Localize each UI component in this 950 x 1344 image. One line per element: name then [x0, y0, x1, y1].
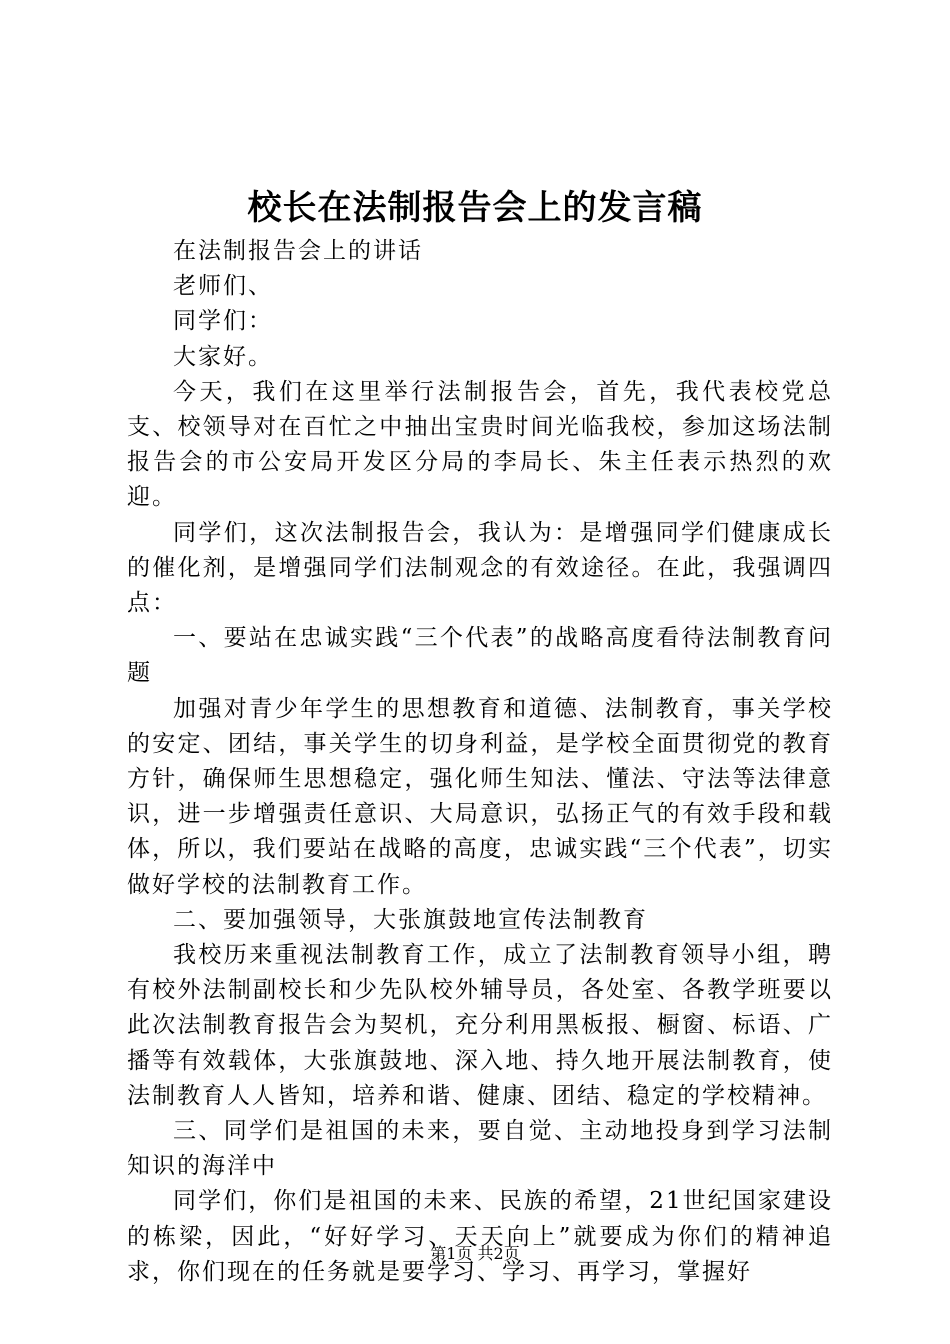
paragraph-point-two-heading: 二、要加强领导，大张旗鼓地宣传法制教育: [173, 906, 648, 933]
paragraph-point-three-heading: 三、同学们是祖国的未来，要自觉、主动地投身到学习法制知识的海洋中: [127, 1118, 833, 1180]
paragraph-point-three-body: 同学们，你们是祖国的未来、民族的希望，21世纪国家建设的栋梁，因此，“好好学习、天天向上”就要成为你们的精神追求，你们现在的任务就是要学习、学习、再学习，掌握好: [127, 1188, 833, 1285]
paragraph-greeting: 大家好。: [173, 343, 273, 370]
paragraph-purpose: 同学们，这次法制报告会，我认为：是增强同学们健康成长的催化剂，是增强同学们法制观念的有效途径。在此，我强调四点：: [127, 519, 833, 617]
paragraph-welcome: 今天，我们在这里举行法制报告会，首先，我代表校党总支、校领导对在百忙之中抽出宝贵时间光临我校，参加这场法制报告会的市公安局开发区分局的李局长、朱主任表示热烈的欢迎。: [127, 378, 833, 511]
paragraph-point-one-heading: 一、要站在忠诚实践“三个代表”的战略高度看待法制教育问题: [127, 625, 833, 687]
paragraph-point-two-body: 我校历来重视法制教育工作，成立了法制教育领导小组，聘有校外法制副校长和少先队校外辅导员，各处室、各教学班要以此次法制教育报告会为契机，充分利用黑板报、橱窗、标语、广播等有效载体，大张旗鼓地、深入地、持久地开展法制教育，使法制教育人人皆知，培养和谐、健康、团结、稳定的学校精神。: [127, 942, 833, 1109]
paragraph-subtitle: 在法制报告会上的讲话: [173, 238, 423, 264]
paragraph-salutation-teachers: 老师们、: [173, 273, 273, 300]
page-number-footer: 第1页 共2页: [430, 1244, 520, 1263]
document-title: 校长在法制报告会上的发言稿: [247, 188, 703, 228]
paragraph-salutation-students: 同学们：: [173, 308, 273, 335]
paragraph-point-one-body: 加强对青少年学生的思想教育和道德、法制教育，事关学校的安定、团结，事关学生的切身利益，是学校全面贯彻党的教育方针，确保师生思想稳定，强化师生知法、懂法、守法等法律意识，进一步增强责任意识、大局意识，弘扬正气的有效手段和载体，所以，我们要站在战略的高度，忠诚实践“三个代表”，切实做好学校的法制教育工作。: [127, 695, 833, 898]
document-body: [127, 234, 833, 1290]
